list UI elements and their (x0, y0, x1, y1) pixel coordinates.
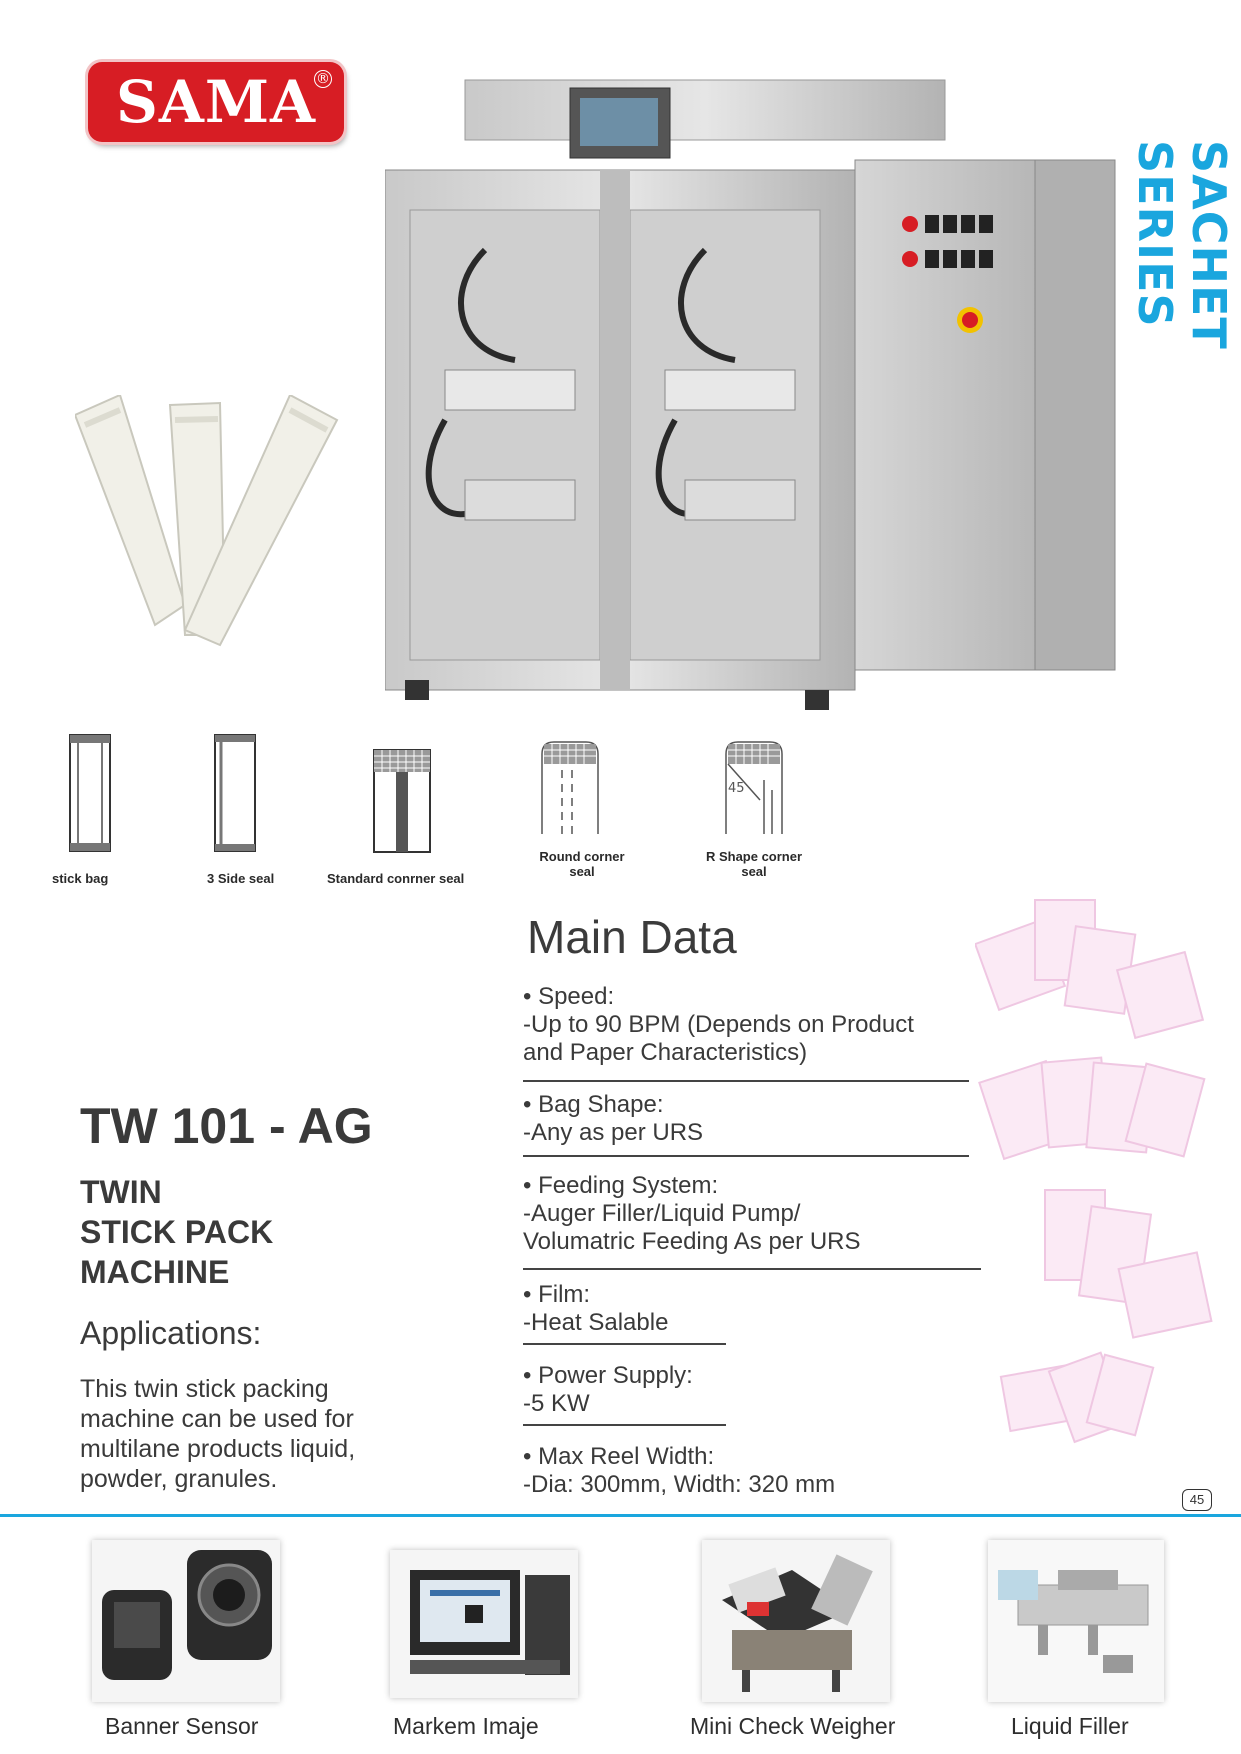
spec-value: -Heat Salable (523, 1309, 669, 1336)
series-label (1128, 140, 1236, 540)
spec-speed (523, 983, 914, 1067)
spec-feeding-system (523, 1172, 861, 1256)
angle-label: 45 (728, 781, 745, 796)
accessory-label: Banner Sensor (105, 1713, 259, 1739)
seal-type-3-side (195, 733, 275, 853)
spec-value: -Dia: 300mm, Width: 320 mm (523, 1471, 836, 1498)
spec-film (523, 1281, 668, 1337)
liquid-filler-image (988, 1540, 1164, 1702)
section-divider (0, 1514, 1241, 1517)
banner-sensor-image (92, 1540, 280, 1702)
divider (523, 1268, 981, 1270)
accessory-label: Markem Imaje (393, 1713, 539, 1739)
divider (523, 1424, 726, 1426)
stick-bags-image (75, 395, 355, 655)
spec-value: -Up to 90 BPM (Depends on Product and Paper Characteristics) (523, 1011, 914, 1066)
model-number: TW 101 - AG (80, 1098, 373, 1154)
divider (523, 1080, 969, 1082)
divider (523, 1155, 969, 1157)
seal-label-r-shape-corner: R Shape corner seal (705, 849, 803, 879)
applications-text: This twin stick packing machine can be used for multilane products liquid, powder, granules. (80, 1375, 356, 1493)
mini-check-weigher-image (702, 1540, 890, 1702)
spec-value: -Auger Filler/Liquid Pump/ Volumatric Feeding As per URS (523, 1200, 861, 1255)
standard-corner-seal-icon (372, 748, 432, 854)
registered-mark: ® (316, 71, 330, 87)
accessory-mini-check-weigher (702, 1540, 890, 1706)
applications-title: Applications: (80, 1315, 262, 1351)
machine-image (385, 70, 1120, 730)
seal-label-stick-bag: stick bag (52, 871, 109, 886)
logo-text: SAMA (115, 68, 317, 136)
markem-imaje-image (390, 1550, 578, 1698)
spec-power-supply (523, 1362, 693, 1418)
spec-name: • Speed: (523, 983, 615, 1010)
seal-label-round-corner: Round corner seal (539, 849, 625, 879)
spec-name: • Power Supply: (523, 1362, 693, 1389)
seal-label-standard-corner: Standard conrner seal (327, 871, 465, 886)
page-number: 45 (1182, 1489, 1212, 1511)
accessory-liquid-filler (988, 1540, 1164, 1706)
accessory-banner-sensor (92, 1540, 280, 1706)
round-corner-seal-icon (540, 740, 600, 836)
divider (523, 1343, 726, 1345)
seal-type-round-corner (530, 740, 610, 836)
spec-value: -5 KW (523, 1390, 590, 1417)
sama-logo (88, 62, 344, 142)
machine-name (80, 1172, 273, 1292)
accessory-markem-imaje (390, 1550, 578, 1702)
stick-bag-icon (68, 733, 112, 853)
accessory-label: Liquid Filler (1011, 1713, 1129, 1739)
spec-name: • Max Reel Width: (523, 1443, 715, 1470)
machine-name-line: TWIN (80, 1174, 162, 1210)
spec-bag-shape (523, 1091, 703, 1147)
three-side-seal-icon (213, 733, 257, 853)
main-data-title: Main Data (527, 911, 737, 963)
seal-type-stick-bag (50, 733, 130, 853)
seal-label-3-side: 3 Side seal (207, 871, 275, 886)
machine-name-line: STICK PACK (80, 1214, 274, 1250)
r-shape-corner-seal-icon (724, 740, 784, 836)
spec-name: • Feeding System: (523, 1172, 719, 1199)
machine-name-line: MACHINE (80, 1254, 230, 1290)
seal-type-r-shape-corner (714, 740, 794, 836)
series-label-text: SACHET SERIES (1128, 140, 1236, 350)
spec-name: • Film: (523, 1281, 591, 1308)
spec-name: • Bag Shape: (523, 1091, 664, 1118)
seal-type-standard-corner (362, 748, 442, 854)
spec-max-reel-width (523, 1443, 835, 1499)
accessory-label: Mini Check Weigher (690, 1713, 896, 1739)
spec-value: -Any as per URS (523, 1119, 704, 1146)
sachets-image (975, 890, 1235, 1450)
